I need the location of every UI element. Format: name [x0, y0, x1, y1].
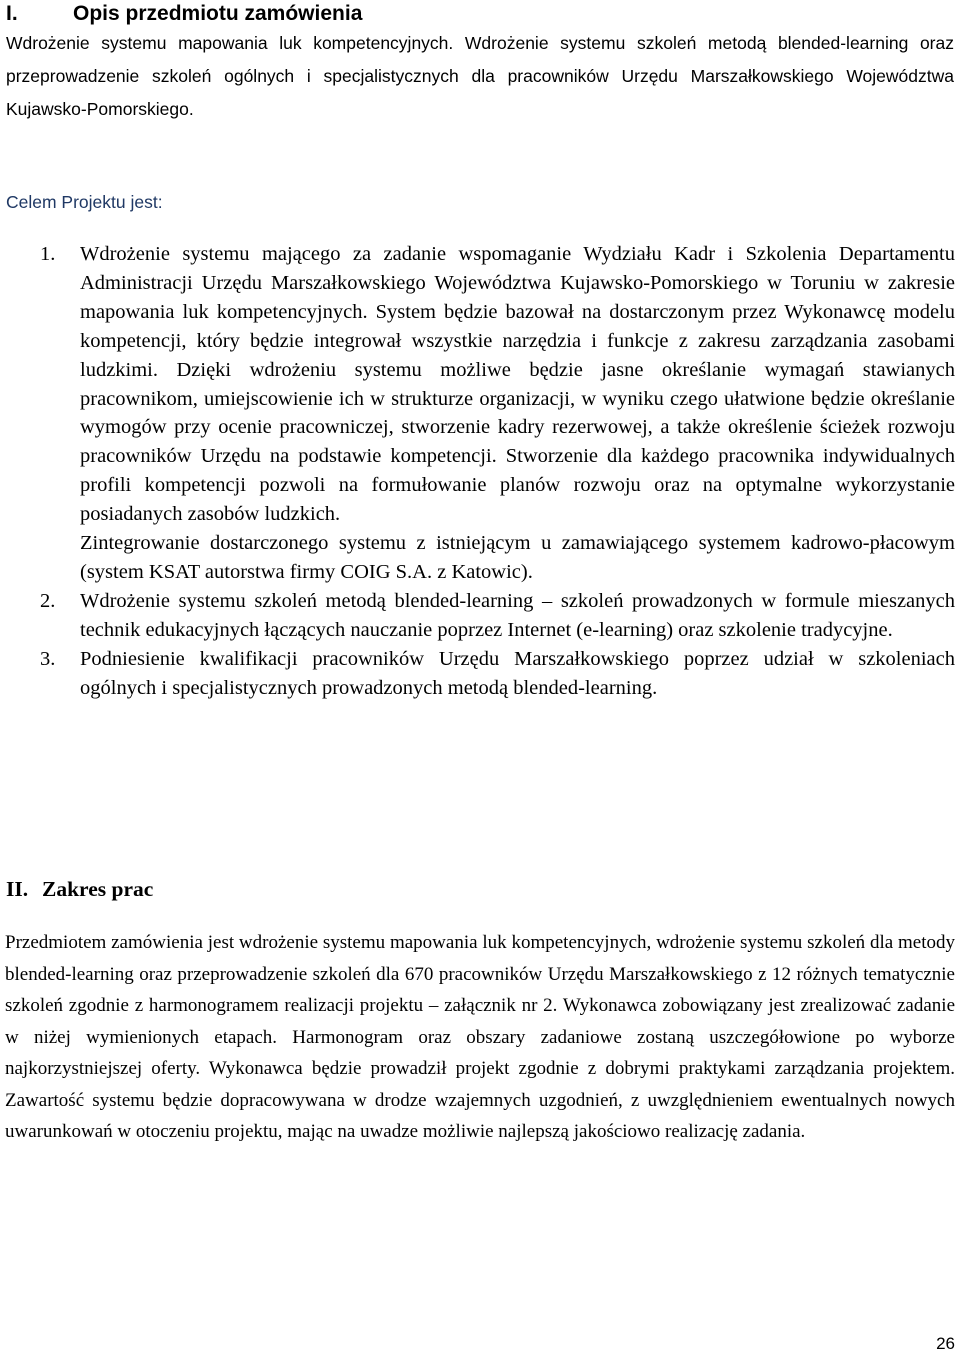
page-number: 26 — [936, 1334, 955, 1353]
goal-3-paragraph-1: Podniesienie kwalifikacji pracowników Urzędu Marszałkowskiego poprzez udział w szkoleniach ogólnych i specjalistycznych prowadzonych metodą blended-learning. — [80, 647, 955, 699]
goal-marker: 2. — [40, 589, 56, 612]
section-2-title: Zakres prac — [42, 877, 154, 901]
section-2-body: Przedmiotem zamówienia jest wdrożenie systemu mapowania luk kompetencyjnych, wdrożenie systemu szkoleń dla metody blended-learning oraz przeprowadzenie szkoleń dla 670 pracowników Urzędu Marszałkowskiego z 12 różnych tematycznie szkoleń zgodnie z harmonogramem realizacji projektu – załącznik nr 2. Wykonawca zobowiązany jest zrealizować zadanie w niżej wymienionych etapach. Harmonogram oraz obszary zadaniowe zostaną uszczegółowione po wyborze najkorzystniejszej oferty. Wykonawca będzie prowadził projekt zgodnie z dobrymi praktykami zarządzania projektem. Zawartość systemu będzie dopracowywana w drodze wzajemnych uzgodnień, z uwzględnieniem ewentualnych nowych uwarunkowań w otoczeniu projektu, mając na uwadze możliwie najlepszą jakościowo realizację zadania. — [5, 932, 955, 1142]
goal-item-3 — [0, 645, 960, 703]
section-1-heading — [6, 1, 362, 27]
goal-1-paragraph-2: Zintegrowanie dostarczonego systemu z istniejącym u zamawiającego systemem kadrowo-płacowym (system KSAT autorstwa firmy COIG S.A. z Katowic). — [80, 532, 955, 583]
goal-marker: 1. — [40, 243, 56, 265]
goals-list — [0, 240, 960, 703]
section-2-heading — [6, 874, 153, 904]
section-1-title: Opis przedmiotu zamówienia — [73, 2, 363, 25]
goals-heading: Celem Projektu jest: — [6, 192, 163, 212]
goal-marker: 3. — [40, 647, 56, 670]
section-1-intro: Wdrożenie systemu mapowania luk kompetencyjnych. Wdrożenie systemu szkoleń metodą blended-learning oraz przeprowadzenie szkoleń ogólnych i specjalistycznych dla pracowników Urzędu Marszałkowskiego Województwa Kujawsko-Pomorskiego. — [6, 33, 954, 119]
goal-item-2 — [0, 587, 960, 645]
goal-2-paragraph-1: Wdrożenie systemu szkoleń metodą blended-learning – szkoleń prowadzonych w formule mieszanych technik edukacyjnych łączących nauczanie poprzez Internet (e-learning) oraz szkolenie tradycyjne. — [80, 589, 955, 641]
section-2-number: II. — [6, 877, 29, 901]
goal-1-paragraph-1: Wdrożenie systemu mającego za zadanie wspomaganie Wydziału Kadr i Szkolenia Departamentu Administracji Urzędu Marszałkowskiego Województwa Kujawsko-Pomorskiego w Toruniu w zakresie mapowania luk kompetencyjnych. System będzie bazował na dostarczonym przez Wykonawcę modelu kompetencji, który będzie integrował wszystkie narzędzia i funkcje z zakresu zarządzania zasobami ludzkimi. Dzięki wdrożeniu systemu możliwe będzie jasne określanie wymagań stawianych pracownikom, umiejscowienie ich w strukturze organizacji, w wyniku czego ułatwione będzie określanie wymogów przy ocenie pracowniczej, stworzenie kadry rezerwowej, a także określenie ścieżek rozwoju pracowników Urzędu na podstawie kompetencji. Stworzenie dla każdego pracownika indywidualnych profili kompetencji pozwoli na formułowanie planów rozwoju oraz na optymalne wykorzystanie posiadanych zasobów ludzkich. — [80, 243, 955, 526]
goal-item-1 — [0, 240, 960, 587]
section-1-number: I. — [6, 2, 18, 25]
